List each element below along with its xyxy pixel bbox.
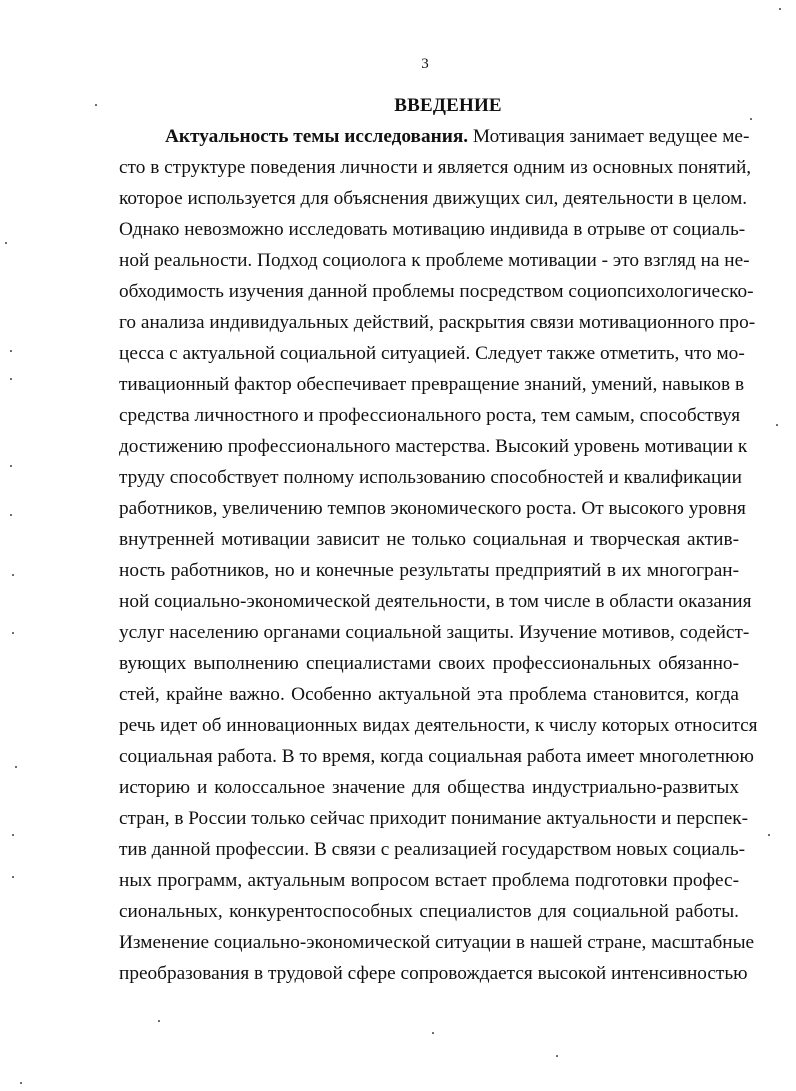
scan-speck xyxy=(20,1082,22,1084)
text-line: ность работников, но и конечные результаты предприятий в их многогран- xyxy=(119,560,739,581)
text-line: социальная работа. В то время, когда социальная работа имеет многолетнюю xyxy=(119,746,754,767)
text-line: тив данной профессии. В связи с реализацией государством новых социаль- xyxy=(119,839,746,860)
scan-speck xyxy=(779,8,781,10)
scan-speck xyxy=(10,465,12,467)
text-line: ной социально-экономической деятельности, в том числе в области оказания xyxy=(119,591,752,612)
scan-speck xyxy=(12,876,14,878)
scan-speck xyxy=(5,242,7,244)
text-line: го анализа индивидуальных действий, раскрытия связи мотивационного про- xyxy=(119,312,756,333)
text-line: цесса с актуальной социальной ситуацией. Следует также отметить, что мо- xyxy=(119,343,745,364)
text-line: работников, увеличению темпов экономического роста. От высокого уровня xyxy=(119,498,746,519)
text-line: которое используется для объяснения движущих сил, деятельности в целом. xyxy=(119,188,748,209)
scan-speck xyxy=(158,1020,160,1022)
text-line: средства личностного и профессионального роста, тем самым, способствуя xyxy=(119,405,741,426)
text-line: сто в структуре поведения личности и является одним из основных понятий, xyxy=(119,157,752,178)
scan-speck xyxy=(95,104,97,106)
scan-speck xyxy=(12,834,14,836)
lead-phrase: Актуальность темы исследования. xyxy=(165,126,469,147)
text-line: услуг населению органами социальной защиты. Изучение мотивов, содейст- xyxy=(119,622,750,643)
scan-speck xyxy=(768,834,770,836)
text-line: тивационный фактор обеспечивает превращение знаний, умений, навыков в xyxy=(119,374,745,395)
text-line: внутренней мотивации зависит не только социальная и творческая актив- xyxy=(119,529,739,550)
scan-speck xyxy=(776,424,778,426)
text-line: речь идет об инновационных видах деятельности, к числу которых относится xyxy=(119,715,758,736)
text-line: вующих выполнению специалистами своих профессиональных обязанно- xyxy=(119,653,739,674)
scan-speck xyxy=(750,118,752,120)
text-line: обходимость изучения данной проблемы посредством социопсихологическо- xyxy=(119,281,754,302)
text-line: стей, крайне важно. Особенно актуальной эта проблема становится, когда xyxy=(119,684,739,705)
page-number: 3 xyxy=(421,56,429,72)
text-line: ной реальности. Подход социолога к проблеме мотивации - это взгляд на не- xyxy=(119,250,750,271)
scan-speck xyxy=(556,1055,558,1057)
text-line: преобразования в трудовой сфере сопровождается высокой интенсивностью xyxy=(119,963,748,984)
text-line-content: Мотивация занимает ведущее ме- xyxy=(472,126,750,147)
scan-speck xyxy=(10,350,12,352)
text-line: стран, в России только сейчас приходит понимание актуальности и перспек- xyxy=(119,808,749,829)
scan-speck xyxy=(10,514,12,516)
text-line: Однако невозможно исследовать мотивацию индивида в отрыве от социаль- xyxy=(119,219,746,240)
scan-speck xyxy=(10,378,12,380)
scan-speck xyxy=(432,1032,434,1034)
section-heading: ВВЕДЕНИЕ xyxy=(394,95,502,116)
text-line: ных программ, актуальным вопросом встает проблема подготовки профес- xyxy=(119,870,739,891)
scan-speck xyxy=(12,632,14,634)
text-line xyxy=(119,121,750,152)
text-line: историю и колоссальное значение для общества индустриально-развитых xyxy=(119,777,739,798)
text-line: Изменение социально-экономической ситуации в нашей стране, масштабные xyxy=(119,932,755,953)
text-line: достижению профессионального мастерства. Высокий уровень мотивации к xyxy=(119,436,748,457)
text-line: сиональных, конкурентоспособных специалистов для социальной работы. xyxy=(119,901,739,922)
scan-speck xyxy=(12,574,14,576)
body-paragraph xyxy=(119,121,758,989)
scan-speck xyxy=(15,766,17,768)
text-line: труду способствует полному использованию способностей и квалификации xyxy=(119,467,742,488)
